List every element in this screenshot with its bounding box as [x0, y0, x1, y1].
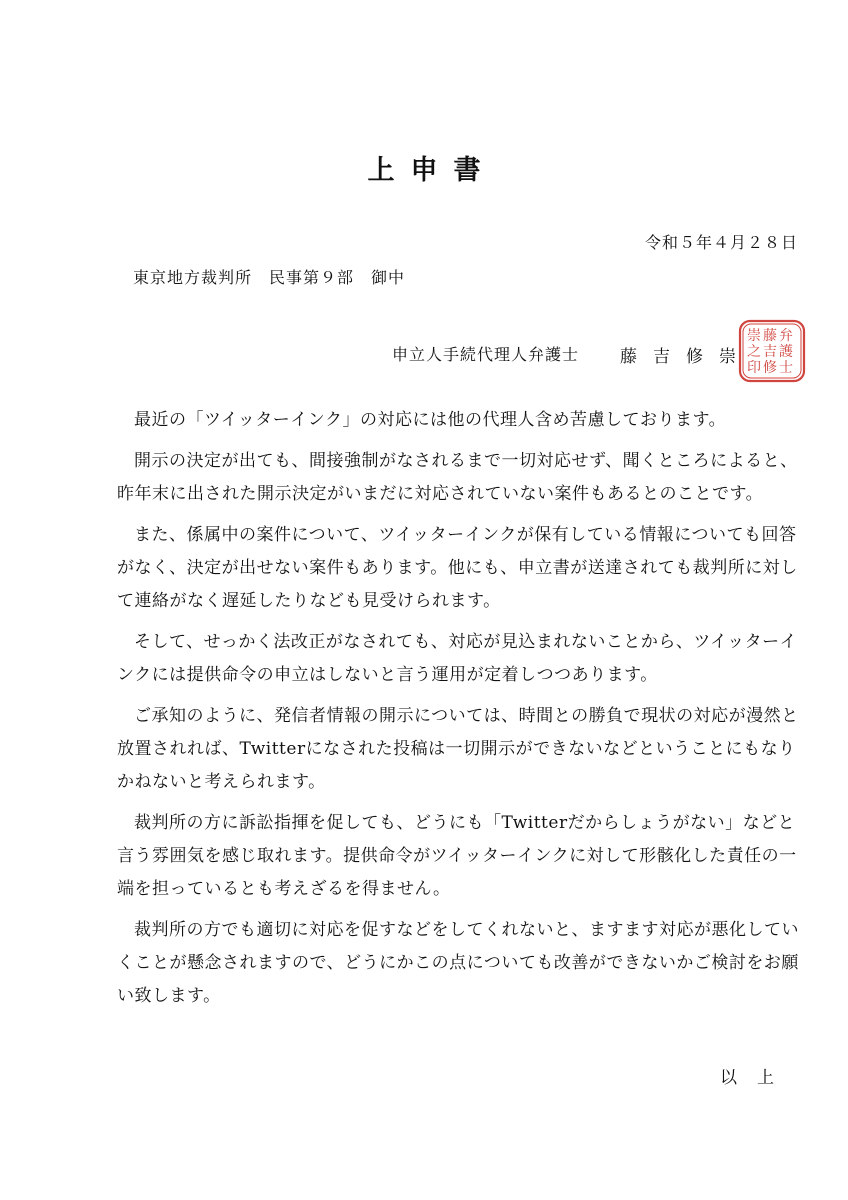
document-body: [117, 404, 801, 1021]
body-paragraph: 最近の「ツイッターインク」の対応には他の代理人含め苦慮しております。: [134, 410, 727, 430]
body-paragraph: 裁判所の方に訴訟指揮を促しても、どうにも「Twitterだからしょうがない」などと言う雰囲気を感じ取れます。提供命令がツイッターインクに対して形骸化した責任の一端を担っているとも考えざるを得ません。: [117, 813, 797, 899]
lawyer-seal-stamp-icon: [736, 318, 808, 384]
sender-name: 藤吉修崇: [620, 347, 752, 367]
sender-role: 申立人手続代理人弁護士: [392, 345, 580, 364]
addressee: 東京地方裁判所 民事第９部 御中: [133, 268, 406, 287]
body-paragraph: 開示の決定が出ても、間接強制がなされるまで一切対応せず、聞くところによると、昨年末に出された開示決定がいまだに対応されていない案件もあるとのことです。: [117, 451, 798, 504]
svg-text:藤: 藤: [763, 328, 777, 344]
svg-text:士: 士: [779, 360, 793, 376]
svg-text:崇: 崇: [747, 328, 761, 344]
svg-text:印: 印: [747, 360, 761, 376]
svg-text:修: 修: [763, 360, 777, 376]
body-paragraph: 裁判所の方でも適切に対応を促すなどをしてくれないと、ますます対応が悪化していくことが懸念されますので、どうにかこの点についても改善ができないかご検討をお願い致します。: [117, 920, 799, 1006]
body-paragraph: また、係属中の案件について、ツイッターインクが保有している情報についても回答がなく、決定が出せない案件もあります。他にも、申立書が送達されても裁判所に対して連絡がなく遅延したりなども見受けられます。: [117, 525, 798, 611]
svg-text:弁: 弁: [779, 328, 793, 344]
document-title: 上申書: [367, 155, 497, 186]
svg-text:護: 護: [779, 344, 793, 360]
body-paragraph: ご承知のように、発信者情報の開示については、時間との勝負で現状の対応が漫然と放置されれば、Twitterになされた投稿は一切開示ができないなどということにもなりかねないと考えられます。: [117, 706, 799, 792]
svg-text:之: 之: [747, 344, 761, 360]
body-paragraph: そして、せっかく法改正がなされても、対応が見込まれないことから、ツイッターインクには提供命令の申立はしないと言う運用が定着しつつあります。: [117, 632, 798, 685]
document-date: 令和５年４月２８日: [644, 233, 798, 252]
closing-mark: 以上: [720, 1068, 794, 1088]
svg-text:吉: 吉: [763, 344, 777, 360]
